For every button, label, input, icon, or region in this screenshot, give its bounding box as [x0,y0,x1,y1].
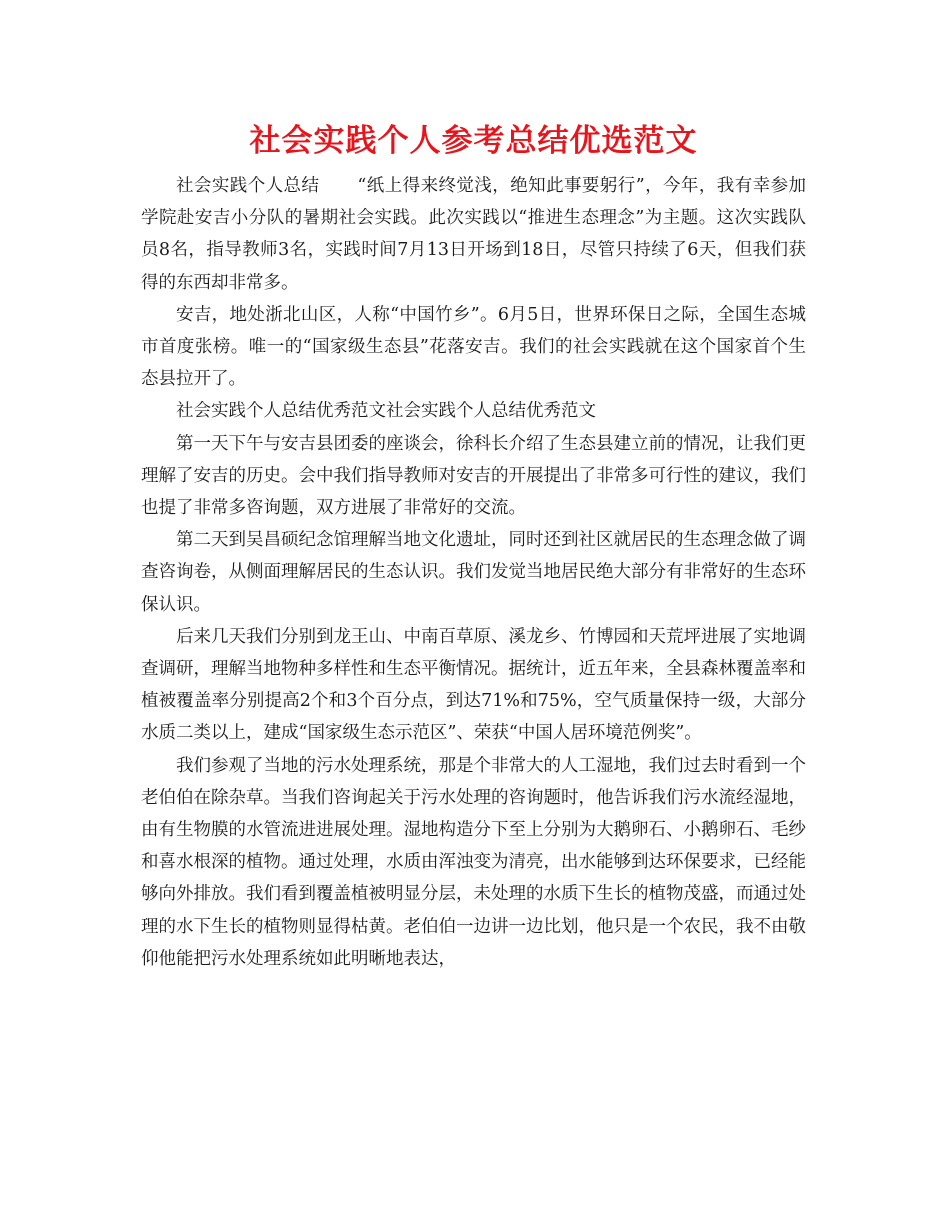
paragraph-7: 我们参观了当地的污水处理系统，那是个非常大的人工湿地，我们过去时看到一个老伯伯在除杂草。当我们咨询起关于污水处理的咨询题时，他告诉我们污水流经湿地，由有生物膜的水管流进进展处理。湿地构造分下至上分别为大鹅卵石、小鹅卵石、毛纱和喜水根深的植物。通过处理，水质由浑浊变为清亮，出水能够到达环保要求，已经能够向外排放。我们看到覆盖植被明显分层，未处理的水质下生长的植物茂盛，而通过处理的水下生长的植物则显得枯黄。老伯伯一边讲一边比划，他只是一个农民，我不由敬仰他能把污水处理系统如此明晰地表达， [141,755,806,969]
document-body [141,118,806,975]
paragraph-6: 后来几天我们分别到龙王山、中南百草原、溪龙乡、竹博园和天荒坪进展了实地调查调研，理解当地物种多样性和生态平衡情况。据统计，近五年来，全县森林覆盖率和植被覆盖率分别提高2个和3个百分点，到达71%和75%，空气质量保持一级，大部分水质二类以上，建成“国家级生态示范区”、荣获“中国人居环境范例奖”。 [141,626,806,744]
paragraph-5: 第二天到吴昌硕纪念馆理解当地文化遗址，同时还到社区就居民的生态理念做了调查咨询卷，从侧面理解居民的生态认识。我们发觉当地居民绝大部分有非常好的生态环保认识。 [141,530,806,615]
paragraph-intro [141,170,806,299]
paragraph-4: 第一天下午与安吉县团委的座谈会，徐科长介绍了生态县建立前的情况，让我们更理解了安吉的历史。会中我们指导教师对安吉的开展提出了非常多可行性的建议，我们也提了非常多咨询题，双方进展了非常好的交流。 [141,433,806,519]
document-title: 社会实践个人参考总结优选范文 [249,123,698,159]
paragraph-3: 社会实践个人总结优秀范文社会实践个人总结优秀范文 [176,401,596,422]
paragraph-2: 安吉，地处浙北山区，人称“中国竹乡”。6月5日，世界环保日之际，全国生态城市首度张榜。唯一的“国家级生态县”花落安吉。我们的社会实践就在这个国家首个生态县拉开了。 [141,304,806,390]
intro-label: 社会实践个人总结 [176,176,320,196]
paragraph-1-text: “纸上得来终觉浅，绝知此事要躬行”，今年，我有幸参加学院赴安吉小分队的暑期社会实践。此次实践以“推进生态理念”为主题。这次实践队员8名，指导教师3名，实践时间7月13日开场到18日，尽管只持续了6天，但我们获得的东西却非常多。 [141,176,806,293]
